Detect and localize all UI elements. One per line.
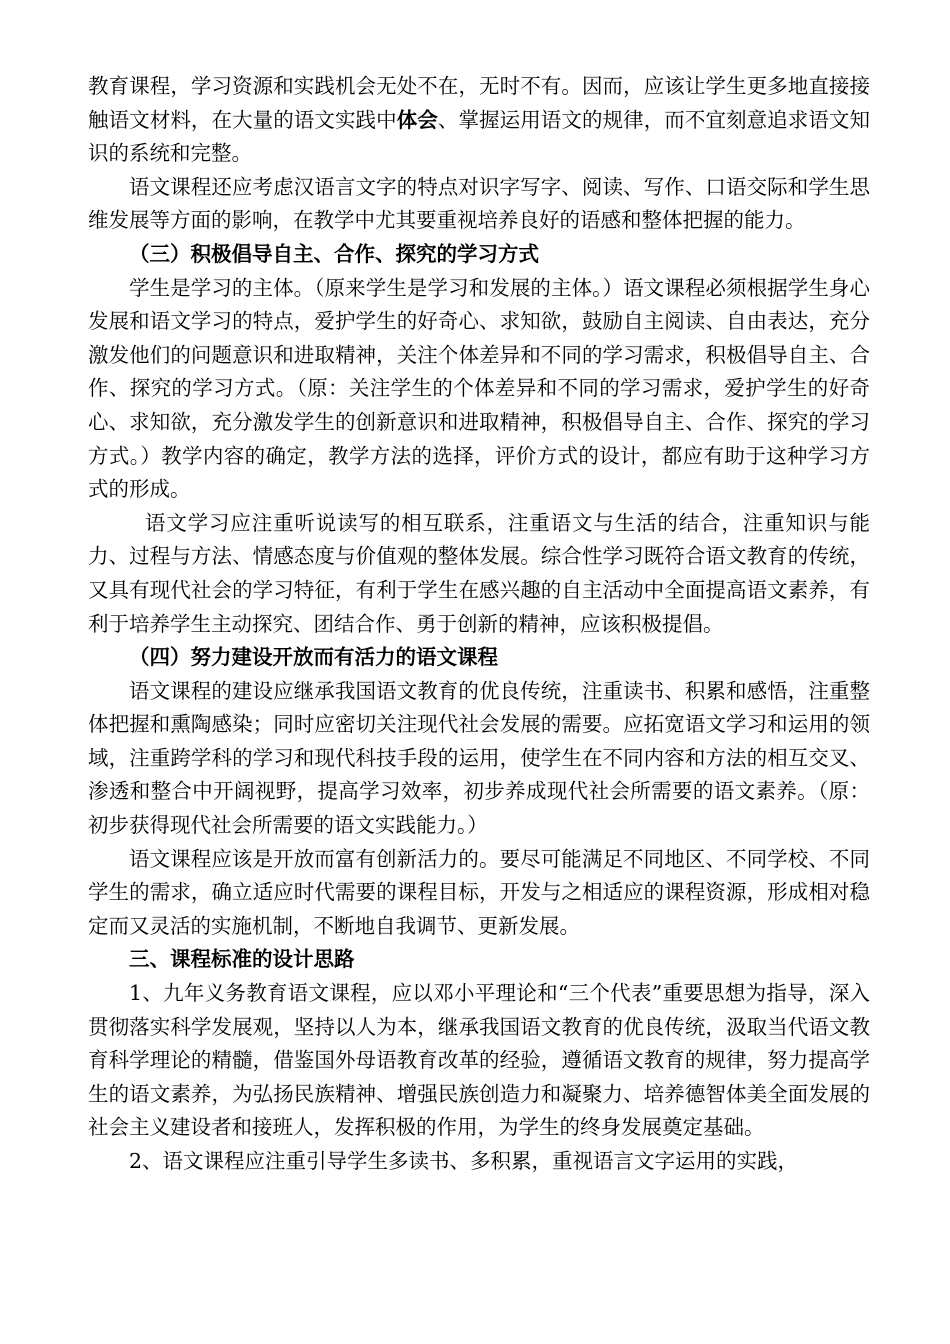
paragraph-6: 语文课程应该是开放而富有创新活力的。要尽可能满足不同地区、不同学校、不同学生的需求，确立适应时代需要的课程目标，开发与之相适应的课程资源，形成相对稳定而又灵活的实施机制，不断地自我调节、更新发展。 [88, 846, 870, 938]
paragraph-2: 语文课程还应考虑汉语言文字的特点对识字写字、阅读、写作、口语交际和学生思维发展等方面的影响，在教学中尤其要重视培养良好的语感和整体把握的能力。 [88, 174, 870, 233]
paragraph-1-bold-word: 体会 [396, 107, 438, 132]
paragraph-1-text-a: 教育课程，学习资源和实践机会无处不在，无时不有。因而，应该让学生更多地直接接触语文材料，在大量的语文实践中 [88, 74, 870, 132]
section-heading-3: （三）积极倡导自主、合作、探究的学习方式 [129, 241, 539, 266]
paragraph-7: 1、九年义务教育语文课程，应以邓小平理论和“三个代表”重要思想为指导，深入贯彻落实科学发展观，坚持以人为本，继承我国语文教育的优良传统，汲取当代语文教育科学理论的精髓，借鉴国外母语教育改革的经验，遵循语文教育的规律，努力提高学生的语文素养，为弘扬民族精神、增强民族创造力和凝聚力、培养德智体美全面发展的社会主义建设者和接班人，发挥积极的作用，为学生的终身发展奠定基础。 [88, 981, 870, 1140]
paragraph-8: 2、语文课程应注重引导学生多读书、多积累，重视语言文字运用的实践， [129, 1149, 799, 1173]
section-heading-design: 三、课程标准的设计思路 [129, 947, 355, 972]
paragraph-4: 语文学习应注重听说读写的相互联系，注重语文与生活的结合，注重知识与能力、过程与方法、情感态度与价值观的整体发展。综合性学习既符合语文教育的传统，又具有现代社会的学习特征，有利于学生在感兴趣的自主活动中全面提高语文素养，有利于培养学生主动探究、团结合作、勇于创新的精神，应该积极提倡。 [88, 510, 870, 636]
paragraph-3: 学生是学习的主体。（原来学生是学习和发展的主体。）语文课程必须根据学生身心发展和语文学习的特点，爱护学生的好奇心、求知欲，鼓励自主阅读、自由表达，充分激发他们的问题意识和进取精神，关注个体差异和不同的学习需求，积极倡导自主、合作、探究的学习方式。（原：关注学生的个体差异和不同的学习需求，爱护学生的好奇心、求知欲，充分激发学生的创新意识和进取精神，积极倡导自主、合作、探究的学习方式。）教学内容的确定，教学方法的选择，评价方式的设计，都应有助于这种学习方式的形成。 [88, 275, 870, 502]
paragraph-1-text-b: 、掌握运用语文的规律，而不宜刻意追求语文知识的系统和完整。 [88, 107, 871, 166]
paragraph-5: 语文课程的建设应继承我国语文教育的优良传统，注重读书、积累和感悟，注重整体把握和熏陶感染；同时应密切关注现代社会发展的需要。应拓宽语文学习和运用的领域，注重跨学科的学习和现代科技手段的运用，使学生在不同内容和方法的相互交叉、渗透和整合中开阔视野，提高学习效率，初步养成现代社会所需要的语文素养。（原：初步获得现代社会所需要的语文实践能力。） [88, 678, 870, 838]
section-heading-4: （四）努力建设开放而有活力的语文课程 [129, 645, 498, 670]
document-page [88, 70, 870, 1179]
paragraph-1 [88, 70, 870, 171]
